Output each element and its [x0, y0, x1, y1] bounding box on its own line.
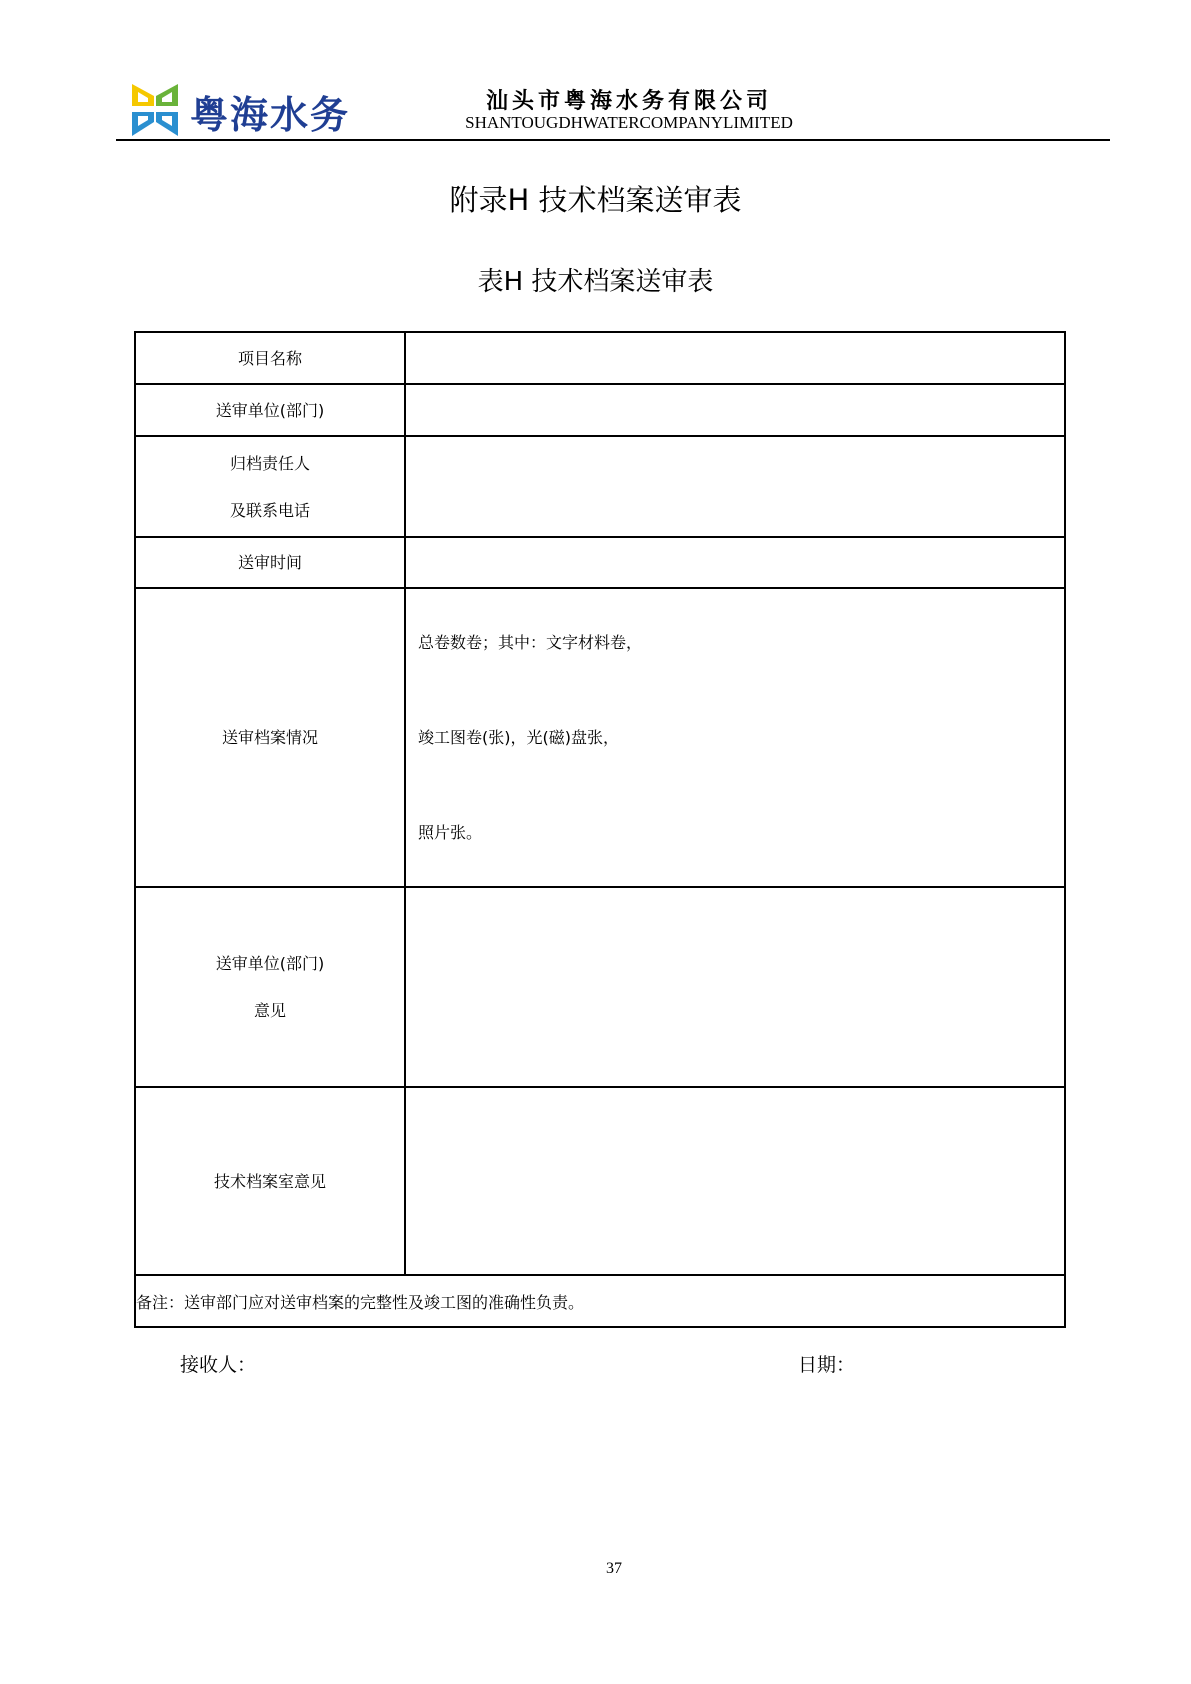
- table-title: 表H 技术档案送审表: [477, 267, 714, 297]
- submit-unit-label: 送审单位(部门): [135, 384, 405, 436]
- archive-person-label-line-1: 归档责任人: [229, 453, 310, 473]
- table-row: [135, 887, 1065, 1087]
- archive-status-line-2: 竣工图卷(张)，光(磁)盘张，: [418, 728, 619, 747]
- page-title: 附录H 技术档案送审表: [449, 183, 742, 217]
- company-name-en: SHANTOUGDHWATERCOMPANYLIMITED: [465, 113, 793, 132]
- archive-person-field[interactable]: [405, 436, 1065, 537]
- table-row: [135, 1275, 1065, 1327]
- archive-person-label-line-2: 及联系电话: [229, 500, 310, 520]
- archive-review-form: [134, 331, 1066, 1328]
- archive-room-opinion-field[interactable]: [405, 1087, 1065, 1275]
- table-row: [135, 588, 1065, 887]
- submit-time-label: 送审时间: [135, 537, 405, 588]
- archive-room-opinion-label: 技术档案室意见: [135, 1087, 405, 1275]
- unit-opinion-label: [135, 887, 405, 1087]
- archive-status-label: 送审档案情况: [135, 588, 405, 887]
- header-divider: [116, 139, 1110, 141]
- archive-person-label: [135, 436, 405, 537]
- receiver-label: 接收人：: [180, 1354, 257, 1376]
- unit-opinion-field[interactable]: [405, 887, 1065, 1087]
- company-name-cn: 汕头市粤海水务有限公司: [485, 89, 772, 114]
- table-note: 备注：送审部门应对送审档案的完整性及竣工图的准确性负责。: [135, 1275, 1065, 1327]
- logo-text: 粤海水务: [190, 92, 351, 137]
- company-logo-icon: [130, 82, 180, 138]
- unit-opinion-label-line-1: 送审单位(部门): [215, 954, 325, 973]
- archive-status-field[interactable]: [405, 588, 1065, 887]
- project-name-label: 项目名称: [135, 332, 405, 384]
- table-row: [135, 1087, 1065, 1275]
- table-row: [135, 436, 1065, 537]
- project-name-field[interactable]: [405, 332, 1065, 384]
- unit-opinion-label-line-2: 意见: [253, 1001, 286, 1020]
- archive-status-line-3: 照片张。: [418, 823, 483, 842]
- submit-unit-field[interactable]: [405, 384, 1065, 436]
- table-row: [135, 332, 1065, 384]
- submit-time-field[interactable]: [405, 537, 1065, 588]
- page-number: 37: [606, 1560, 622, 1577]
- page-header: [116, 78, 1110, 140]
- archive-status-line-1: 总卷数卷；其中：文字材料卷，: [418, 633, 643, 652]
- date-label: 日期：: [798, 1354, 856, 1376]
- table-row: [135, 537, 1065, 588]
- table-row: [135, 384, 1065, 436]
